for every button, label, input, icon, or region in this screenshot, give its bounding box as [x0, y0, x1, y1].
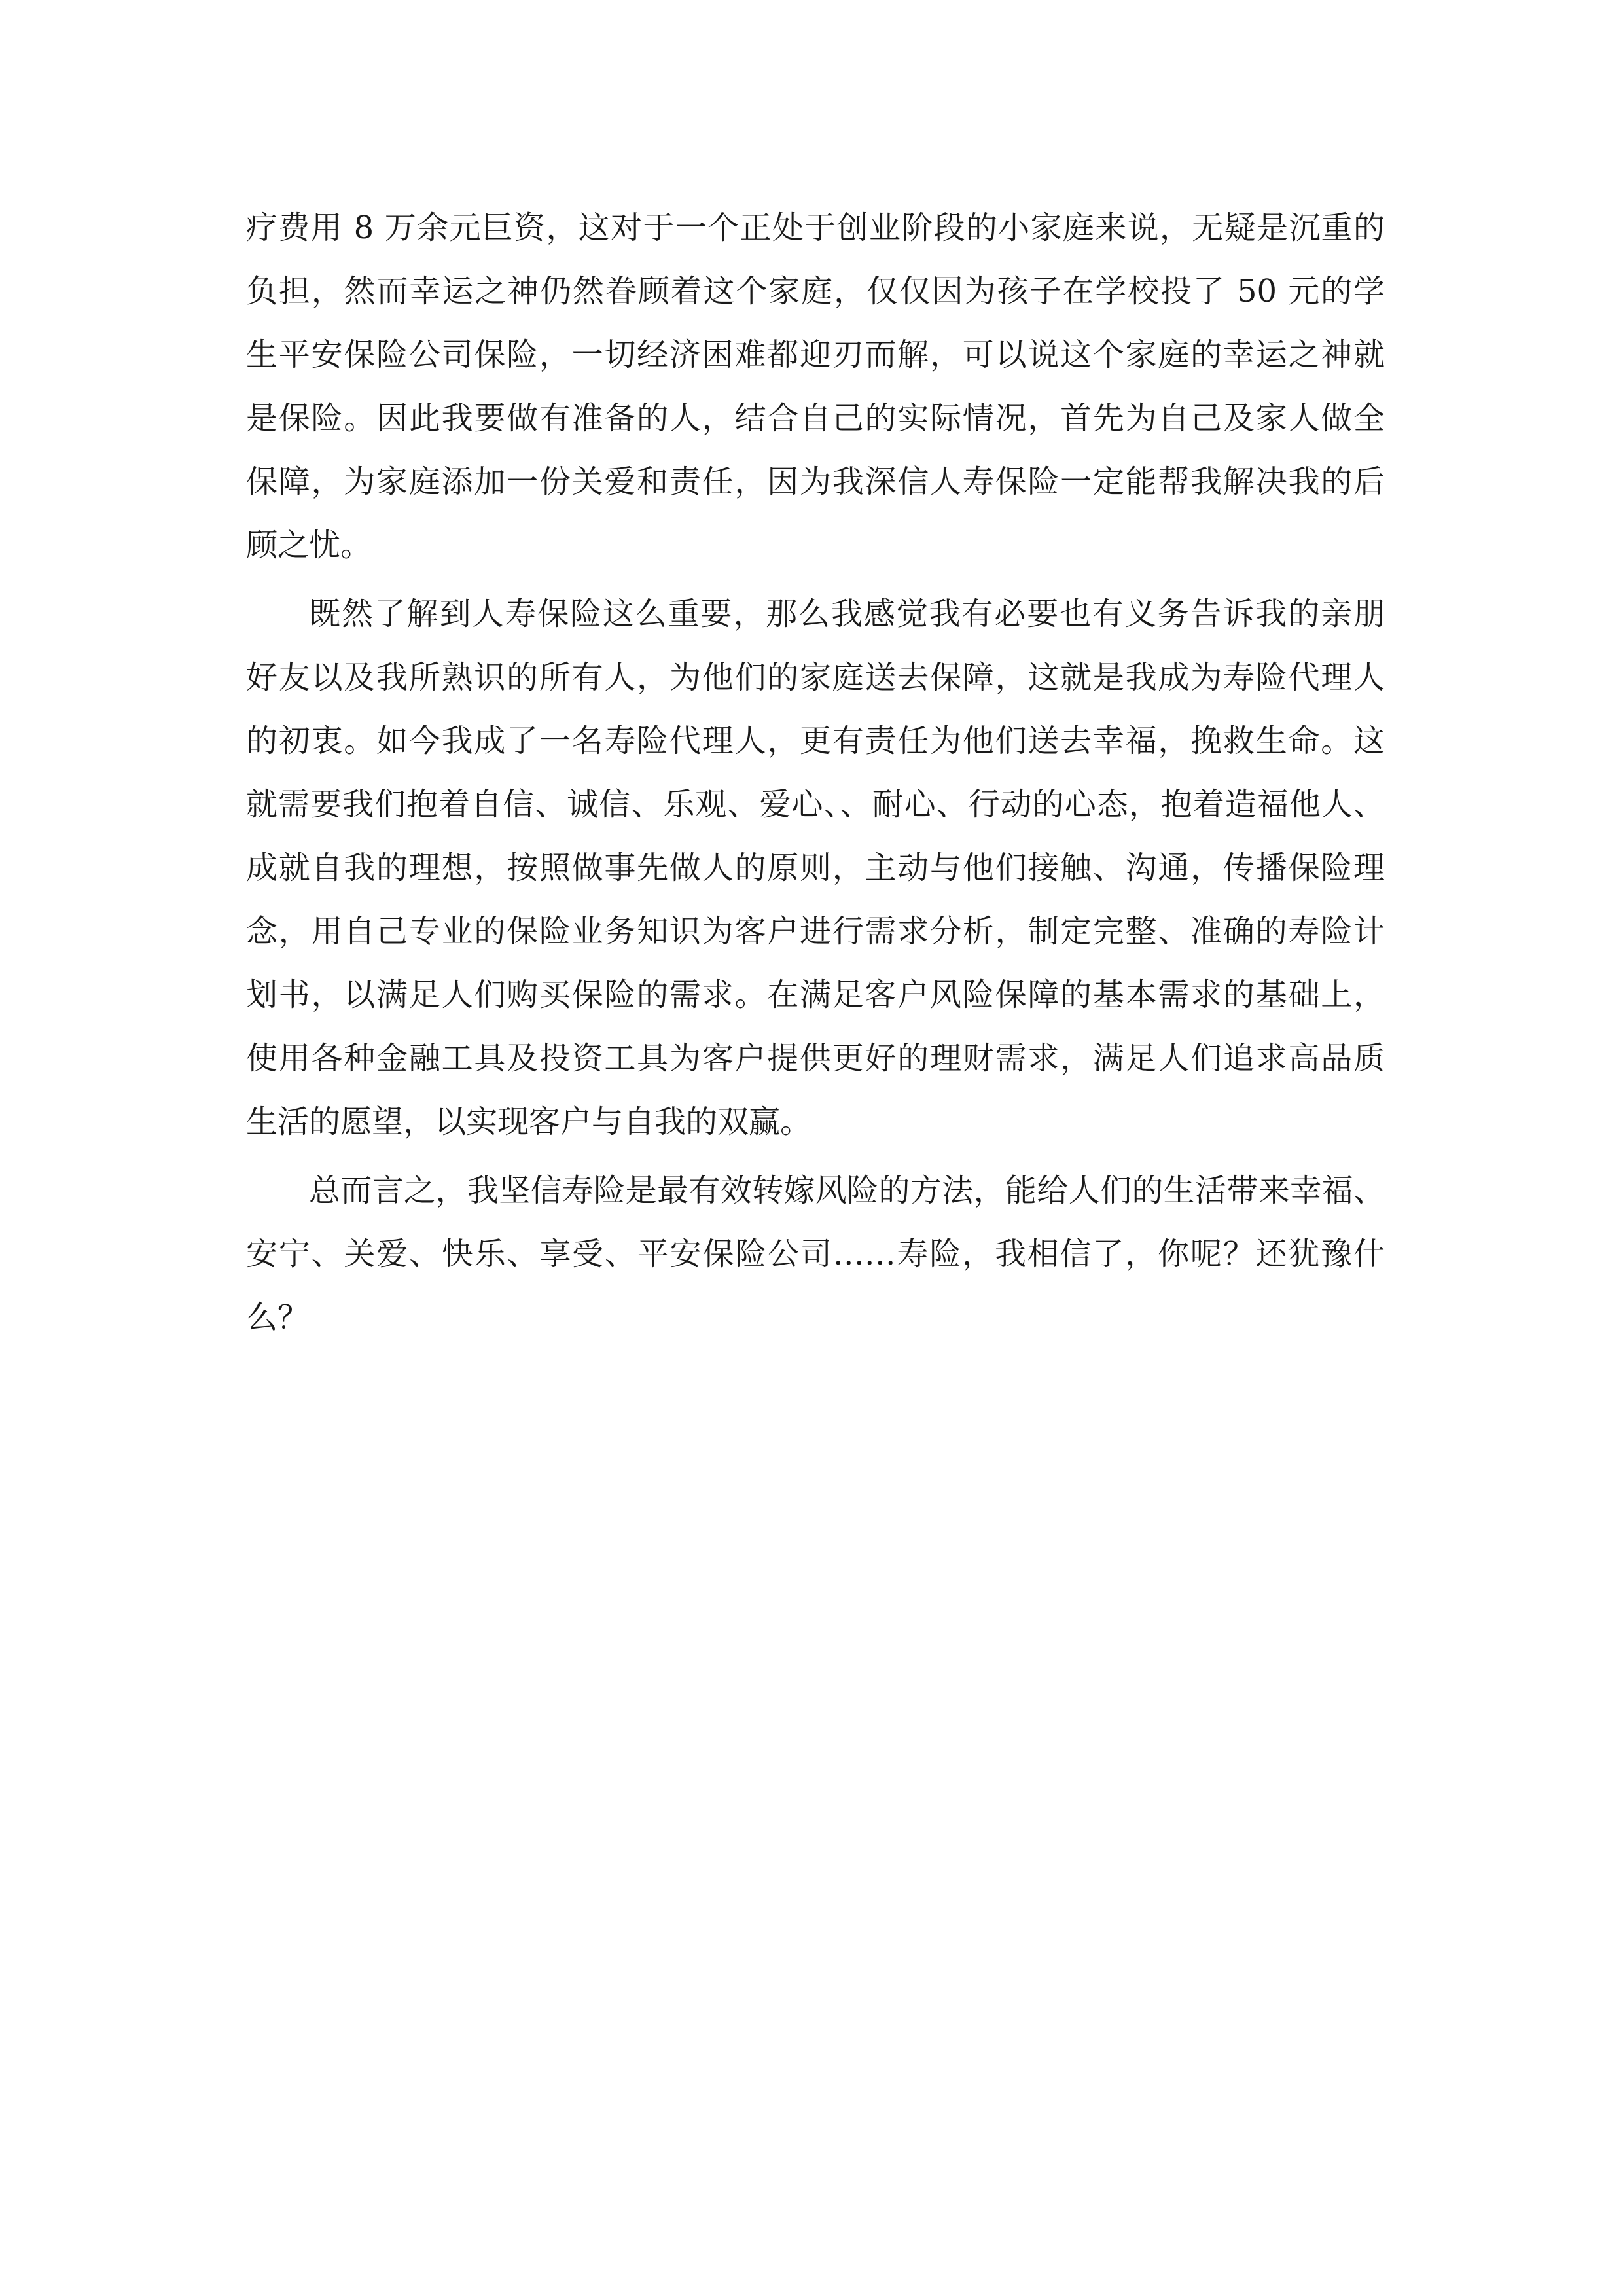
text-line: 安宁、关爱、快乐、享受、平安保险公司……寿险，我相信了，你呢？还犹豫什	[246, 1236, 1385, 1272]
text-line: 就需要我们抱着自信、诚信、乐观、爱心、、耐心、行动的心态，抱着造福他人、	[246, 786, 1385, 823]
text-line: 既然了解到人寿保险这么重要，那么我感觉我有必要也有义务告诉我的亲朋	[309, 596, 1385, 632]
text-line: 么？	[246, 1299, 310, 1336]
text-line: 划书，以满足人们购买保险的需求。在满足客户风险保障的基本需求的基础上，	[246, 977, 1385, 1013]
paragraph-3	[246, 1159, 1385, 1350]
text-line: 念，用自己专业的保险业务知识为客户进行需求分析，制定完整、准确的寿险计	[246, 913, 1385, 950]
text-line: 保障，为家庭添加一份关爱和责任，因为我深信人寿保险一定能帮我解决我的后	[246, 463, 1385, 500]
text-line: 疗费用 8 万余元巨资，这对于一个正处于创业阶段的小家庭来说，无疑是沉重的	[246, 209, 1385, 246]
text-line: 成就自我的理想，按照做事先做人的原则，主动与他们接触、沟通，传播保险理	[246, 850, 1385, 886]
paragraph-2	[246, 583, 1385, 1154]
text-line: 是保险。因此我要做有准备的人，结合自己的实际情况，首先为自己及家人做全	[246, 400, 1385, 437]
text-line: 好友以及我所熟识的所有人，为他们的家庭送去保障，这就是我成为寿险代理人	[246, 659, 1385, 696]
paragraph-1	[246, 196, 1385, 577]
text-line: 顾之忧。	[246, 527, 372, 564]
text-line: 生平安保险公司保险，一切经济困难都迎刃而解，可以说这个家庭的幸运之神就	[246, 336, 1385, 373]
text-line: 使用各种金融工具及投资工具为客户提供更好的理财需求，满足人们追求高品质	[246, 1040, 1385, 1077]
text-line: 负担，然而幸运之神仍然眷顾着这个家庭，仅仅因为孩子在学校投了 50 元的学	[246, 273, 1385, 310]
text-line: 生活的愿望，以实现客户与自我的双赢。	[246, 1103, 812, 1140]
text-line: 的初衷。如今我成了一名寿险代理人，更有责任为他们送去幸福，挽救生命。这	[246, 723, 1385, 759]
text-line: 总而言之，我坚信寿险是最有效转嫁风险的方法，能给人们的生活带来幸福、	[309, 1172, 1385, 1209]
document-body	[246, 196, 1385, 1350]
